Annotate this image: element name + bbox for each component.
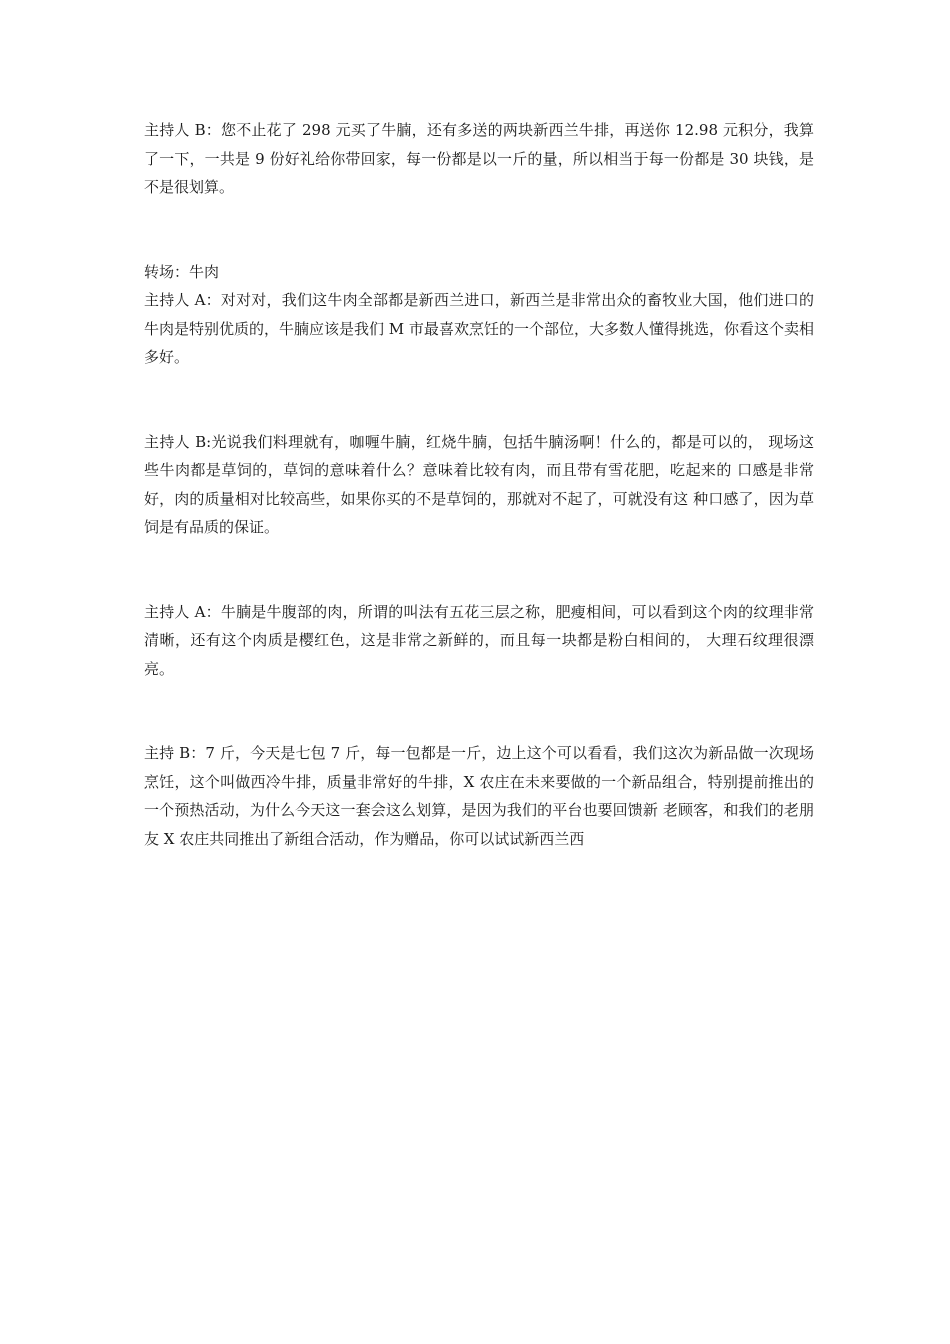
paragraph-gap — [144, 202, 814, 258]
paragraph-gap — [144, 372, 814, 428]
paragraph-host-a-brisket: 主持人 A：牛腩是牛腹部的肉，所谓的叫法有五花三层之称，肥瘦相间，可以看到这个肉的纹理非常清晰，还有这个肉质是樱红色，这是非常之新鲜的，而且每一块都是粉白相间的， 大理石纹理很漂亮。 — [144, 602, 814, 678]
document-body — [144, 116, 814, 853]
paragraph-host-a-import: 主持人 A：对对对，我们这牛肉全部都是新西兰进口，新西兰是非常出众的畜牧业大国，他们进口的牛肉是特别优质的，牛腩应该是我们 M 市最喜欢烹饪的一个部位，大多数人懂得挑选，你看这个卖相多好。 — [144, 291, 814, 366]
paragraph-host-b-offer: 主持 B：7 斤，今天是七包 7 斤，每一包都是一斤，边上这个可以看看，我们这次为新品做一次现场烹饪，这个叫做西冷牛排，质量非常好的牛排，X 农庄在未来要做的一个新品组合，特别提前推出的一个预热活动，为什么今天这一套会这么划算，是因为我们的平台也要回馈新 老顾客，和我们的老朋友 X 农庄共同推出了新组合活动，作为赠品，你可以试试新西兰西 — [144, 744, 814, 848]
paragraph-gap — [144, 542, 814, 598]
paragraph-gap — [144, 683, 814, 739]
scene-transition-heading: 转场：牛肉 — [144, 262, 220, 281]
paragraph-host-b-grassfed: 主持人 B:光说我们料理就有，咖喱牛腩，红烧牛腩，包括牛腩汤啊！什么的，都是可以的， 现场这些牛肉都是草饲的，草饲的意味着什么？意味着比较有肉，而且带有雪花肥，吃起来的 口感是非常好，肉的质量相对比较高些，如果你买的不是草饲的，那就对不起了，可就没有这 种口感了，因为草饲是有品质的保证。 — [144, 432, 814, 536]
paragraph-host-b-intro: 主持人 B：您不止花了 298 元买了牛腩，还有多送的两块新西兰牛排，再送你 12.98 元积分，我算了一下，一共是 9 份好礼给你带回家，每一份都是以一斤的量，所以相当于每一份都是 30 块钱，是不是很划算。 — [144, 121, 814, 196]
